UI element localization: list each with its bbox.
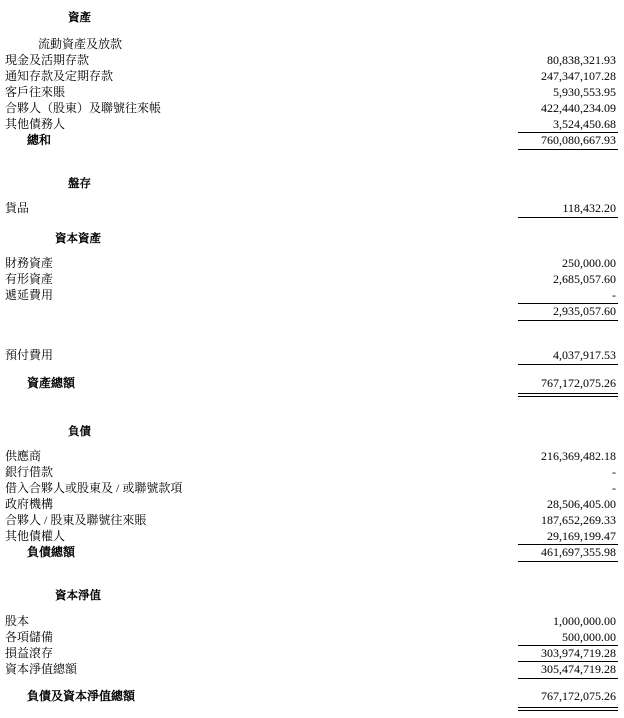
row-label: 損益滾存 xyxy=(5,646,54,660)
liabilities-heading: 負債 xyxy=(68,424,91,438)
row-label: 有形資產 xyxy=(5,272,54,286)
total-rule xyxy=(518,149,618,150)
table-row xyxy=(0,529,624,544)
table-row xyxy=(0,497,624,512)
subtotal-rule xyxy=(518,217,618,218)
double-rule-bottom xyxy=(518,396,618,397)
row-label: 合夥人（股東）及聯號往來帳 xyxy=(5,101,162,115)
total-rule xyxy=(518,561,618,562)
table-row xyxy=(0,53,624,68)
equity-heading: 資本淨值 xyxy=(55,588,101,602)
table-row xyxy=(0,465,624,480)
grand-total-value: 767,172,075.26 xyxy=(541,689,616,703)
total-rule xyxy=(518,678,618,679)
assets-heading: 資產 xyxy=(68,10,91,24)
row-label: 供應商 xyxy=(5,449,42,463)
row-value: 5,930,553.95 xyxy=(553,85,616,99)
equity-total-value: 305,474,719.28 xyxy=(541,662,616,676)
liabilities-total-label: 負債總額 xyxy=(27,545,76,559)
row-value: 187,652,269.33 xyxy=(541,513,616,527)
row-value: 250,000.00 xyxy=(562,256,616,270)
row-value: 500,000.00 xyxy=(562,630,616,644)
row-value: 247,347,107.28 xyxy=(541,69,616,83)
table-row xyxy=(0,201,624,216)
row-value: - xyxy=(612,481,616,495)
row-value: 303,974,719.28 xyxy=(541,646,616,660)
row-label: 遞延費用 xyxy=(5,288,54,302)
table-row xyxy=(0,256,624,271)
row-value: 3,524,450.68 xyxy=(553,117,616,131)
row-label: 股本 xyxy=(5,614,30,628)
grand-total-row xyxy=(0,689,624,704)
row-value: 118,432.20 xyxy=(562,201,616,215)
assets-total-label: 資產總額 xyxy=(27,376,76,390)
double-rule-top xyxy=(518,707,618,708)
current-total-row xyxy=(0,133,624,148)
row-label: 各項儲備 xyxy=(5,630,54,644)
row-value: 422,440,234.09 xyxy=(541,101,616,115)
current-total-value: 760,080,667.93 xyxy=(541,133,616,147)
capital-total-row xyxy=(0,304,624,319)
row-label: 其他債務人 xyxy=(5,117,66,131)
row-value: 29,169,199.47 xyxy=(547,529,616,543)
table-row xyxy=(0,101,624,116)
row-label: 其他債權人 xyxy=(5,529,66,543)
row-value: 216,369,482.18 xyxy=(541,449,616,463)
table-row xyxy=(0,513,624,528)
table-row xyxy=(0,614,624,629)
row-label: 財務資產 xyxy=(5,256,54,270)
row-label: 政府機構 xyxy=(5,497,54,511)
table-row xyxy=(0,630,624,645)
table-row xyxy=(0,481,624,496)
current-total-label: 總和 xyxy=(27,133,52,147)
double-rule-top xyxy=(518,393,618,394)
table-row xyxy=(0,117,624,132)
inventory-heading: 盤存 xyxy=(68,176,91,190)
table-row xyxy=(0,449,624,464)
current-assets-heading: 流動資產及放款 xyxy=(38,37,123,51)
current-assets-heading-row xyxy=(0,37,624,52)
row-label: 客戶往來賬 xyxy=(5,85,66,99)
row-value: 28,506,405.00 xyxy=(547,497,616,511)
subtotal-rule xyxy=(518,364,618,365)
row-label: 銀行借款 xyxy=(5,465,54,479)
row-label: 貨品 xyxy=(5,201,30,215)
row-value: 80,838,321.93 xyxy=(547,53,616,67)
assets-total-row xyxy=(0,376,624,391)
row-value: - xyxy=(612,288,616,302)
row-label: 現金及活期存款 xyxy=(5,53,90,67)
row-label: 預付費用 xyxy=(5,348,54,362)
row-value: 1,000,000.00 xyxy=(553,614,616,628)
table-row xyxy=(0,272,624,287)
table-row xyxy=(0,288,624,303)
row-value: 2,685,057.60 xyxy=(553,272,616,286)
grand-total-label: 負債及資本淨值總額 xyxy=(27,689,136,703)
table-row xyxy=(0,348,624,363)
equity-total-label: 資本淨值總額 xyxy=(5,662,78,676)
capital-total-value: 2,935,057.60 xyxy=(553,304,616,318)
row-label: 通知存款及定期存款 xyxy=(5,69,114,83)
table-row xyxy=(0,646,624,661)
table-row xyxy=(0,85,624,100)
equity-total-row xyxy=(0,662,624,677)
double-rule-bottom xyxy=(518,710,618,711)
row-value: 4,037,917.53 xyxy=(553,348,616,362)
row-label: 合夥人 / 股東及聯號往來賬 xyxy=(5,513,147,527)
row-label: 借入合夥人或股東及 / 或聯號款項 xyxy=(5,481,183,495)
assets-total-value: 767,172,075.26 xyxy=(541,376,616,390)
total-rule xyxy=(518,320,618,321)
liabilities-total-row xyxy=(0,545,624,560)
table-row xyxy=(0,69,624,84)
liabilities-total-value: 461,697,355.98 xyxy=(541,545,616,559)
row-value: - xyxy=(612,465,616,479)
capital-assets-heading: 資本資產 xyxy=(55,231,101,245)
